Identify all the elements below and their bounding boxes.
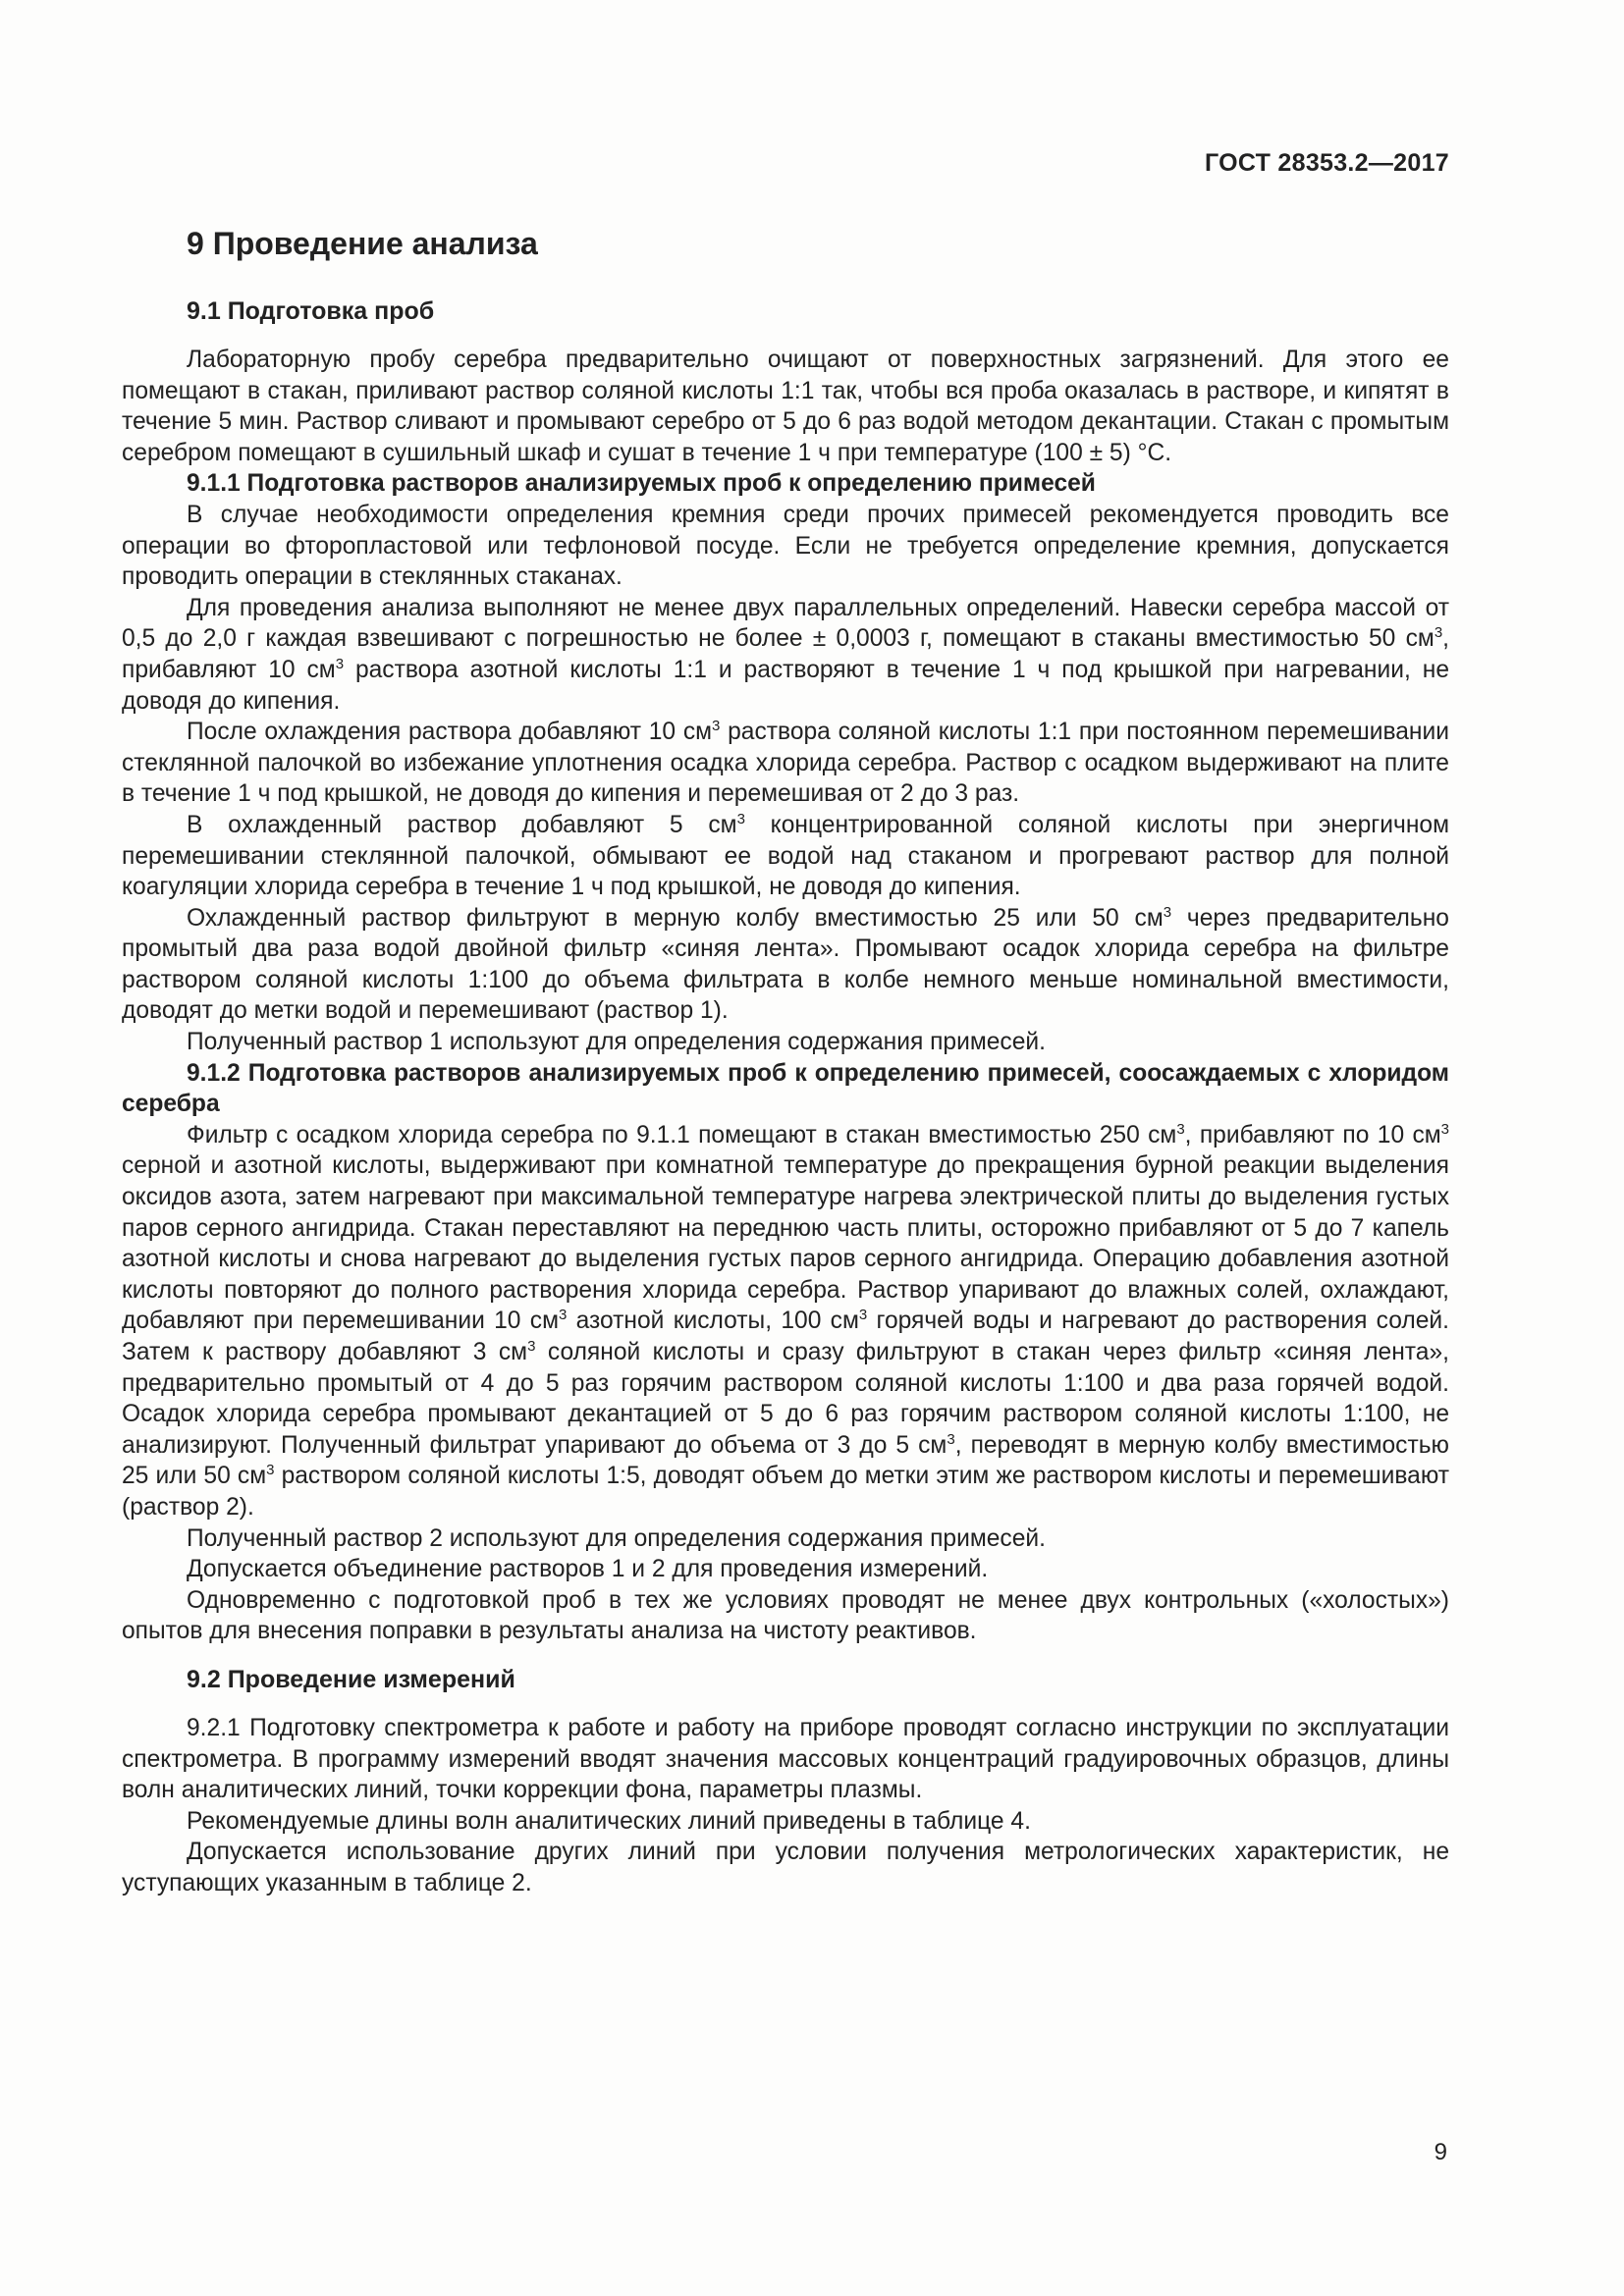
paragraph: Рекомендуемые длины волн аналитических линий приведены в таблице 4.	[187, 1807, 1031, 1835]
paragraph: В случае необходимости определения кремния среди прочих примесей рекомендуется проводить все операции во фторопластовой или тефлоновой посуде. Если не требуется определение кремния, допускается проводить операции в стеклянных стаканах.	[122, 501, 1449, 591]
paragraph: Допускается использование других линий при условии получения метрологических характеристик, не уступающих указанным в таблице 2.	[122, 1839, 1449, 1896]
subsection-title-9-1: 9.1 Подготовка проб	[187, 297, 435, 325]
section-title: 9 Проведение анализа	[187, 226, 538, 261]
subsection-title-9-2: 9.2 Проведение измерений	[187, 1665, 515, 1693]
paragraph: Полученный раствор 2 используют для определения содержания примесей.	[187, 1524, 1046, 1552]
paragraph: Допускается объединение растворов 1 и 2 для проведения измерений.	[187, 1556, 989, 1583]
paragraph: 9.2.1 Подготовку спектрометра к работе и работу на приборе проводят согласно инструкции по эксплуатации спектрометра. В программу измерений вводят значения массовых концентраций градуировочных образцов, длины волн аналитических линий, точки коррекции фона, параметры плазмы.	[122, 1714, 1449, 1804]
paragraph: Полученный раствор 1 используют для определения содержания примесей.	[187, 1029, 1046, 1056]
clause-title-9-1-2: 9.1.2 Подготовка растворов анализируемых проб к определению примесей, соосаждаемых с хлоридом серебра	[122, 1059, 1449, 1118]
page-number: 9	[1434, 2139, 1447, 2165]
paragraph: В охлажденный раствор добавляют 5 $см^3$ концентрированной соляной кислоты при энергичном перемешивании стеклянной палочкой, обмывают ее водой над стаканом и прогревают раствор для полной коагуляции хлорида серебра в течение 1 ч под крышкой, не доводя до кипения.	[122, 810, 1449, 901]
page-content	[122, 224, 1449, 1899]
paragraph: После охлаждения раствора добавляют 10 $см^3$ раствора соляной кислоты 1:1 при постоянном перемешивании стеклянной палочкой во избежание уплотнения осадка хлорида серебра. Раствор с осадком выдерживают на плите в течение 1 ч под крышкой, не доводя до кипения и перемешивая от 2 до 3 раз.	[122, 718, 1449, 808]
paragraph: Охлажденный раствор фильтруют в мерную колбу вместимостью 25 или 50 $см^3$ через предварительно промытый два раза водой двойной фильтр «синяя лента». Промывают осадок хлорида серебра на фильтре раствором соляной кислоты 1:100 до объема фильтрата в колбе немного меньше номинальной вместимости, доводят до метки водой и перемешивают (раствор 1).	[122, 903, 1449, 1025]
paragraph: Одновременно с подготовкой проб в тех же условиях проводят не менее двух контрольных («холостых») опытов для внесения поправки в результаты анализа на чистоту реактивов.	[122, 1586, 1449, 1645]
paragraph: Лабораторную пробу серебра предварительно очищают от поверхностных загрязнений. Для этого ее помещают в стакан, приливают раствор соляной кислоты 1:1 так, чтобы вся проба оказалась в растворе, и кипятят в течение 5 мин. Раствор сливают и промывают серебро от 5 до 6 раз водой методом декантации. Стакан с промытым серебром помещают в сушильный шкаф и сушат в течение 1 ч при температуре (100 ± 5) °С.	[122, 347, 1449, 466]
paragraph: Фильтр с осадком хлорида серебра по 9.1.1 помещают в стакан вместимостью 250 $см^3$, прибавляют по 10 $см^3$ серной и азотной кислоты, выдерживают при комнатной температуре до прекращения бурной реакции выделения оксидов азота, затем нагревают при максимальной температуре нагрева электрической плиты до выделения густых паров серного ангидрида. Стакан переставляют на переднюю часть плиты, осторожно прибавляют от 5 до 7 капель азотной кислоты и снова нагревают до выделения густых паров серного ангидрида. Операцию добавления азотной кислоты повторяют до полного растворения хлорида серебра. Раствор упаривают до влажных солей, охлаждают, добавляют при перемешивании 10 $см^3$ азотной кислоты, 100 $см^3$ горячей воды и нагревают до растворения солей. Затем к раствору добавляют 3 $см^3$ соляной кислоты и сразу фильтруют в стакан через фильтр «синяя лента», предварительно промытый от 4 до 5 раз горячим раствором соляной кислоты 1:100 и два раза горячей водой. Осадок хлорида серебра промывают декантацией от 5 до 6 раз горячим раствором соляной кислоты 1:100, не анализируют. Полученный фильтрат упаривают до объема от 3 до 5 $см^3$, переводят в мерную колбу вместимостью 25 или 50 $см^3$ раствором соляной кислоты 1:5, доводят объем до метки этим же раствором кислоты и перемешивают (раствор 2).	[122, 1120, 1449, 1521]
paragraph: Для проведения анализа выполняют не менее двух параллельных определений. Навески серебра массой от 0,5 до 2,0 г каждая взвешивают с погрешностью не более ± 0,0003 г, помещают в стаканы вместимостью 50 $см^3$, прибавляют 10 $см^3$ раствора азотной кислоты 1:1 и растворяют в течение 1 ч под крышкой при нагревании, не доводя до кипения.	[122, 594, 1450, 715]
document-code: ГОСТ 28353.2—2017	[1204, 149, 1449, 177]
clause-title-9-1-1: 9.1.1 Подготовка растворов анализируемых проб к определению примесей	[187, 470, 1096, 498]
